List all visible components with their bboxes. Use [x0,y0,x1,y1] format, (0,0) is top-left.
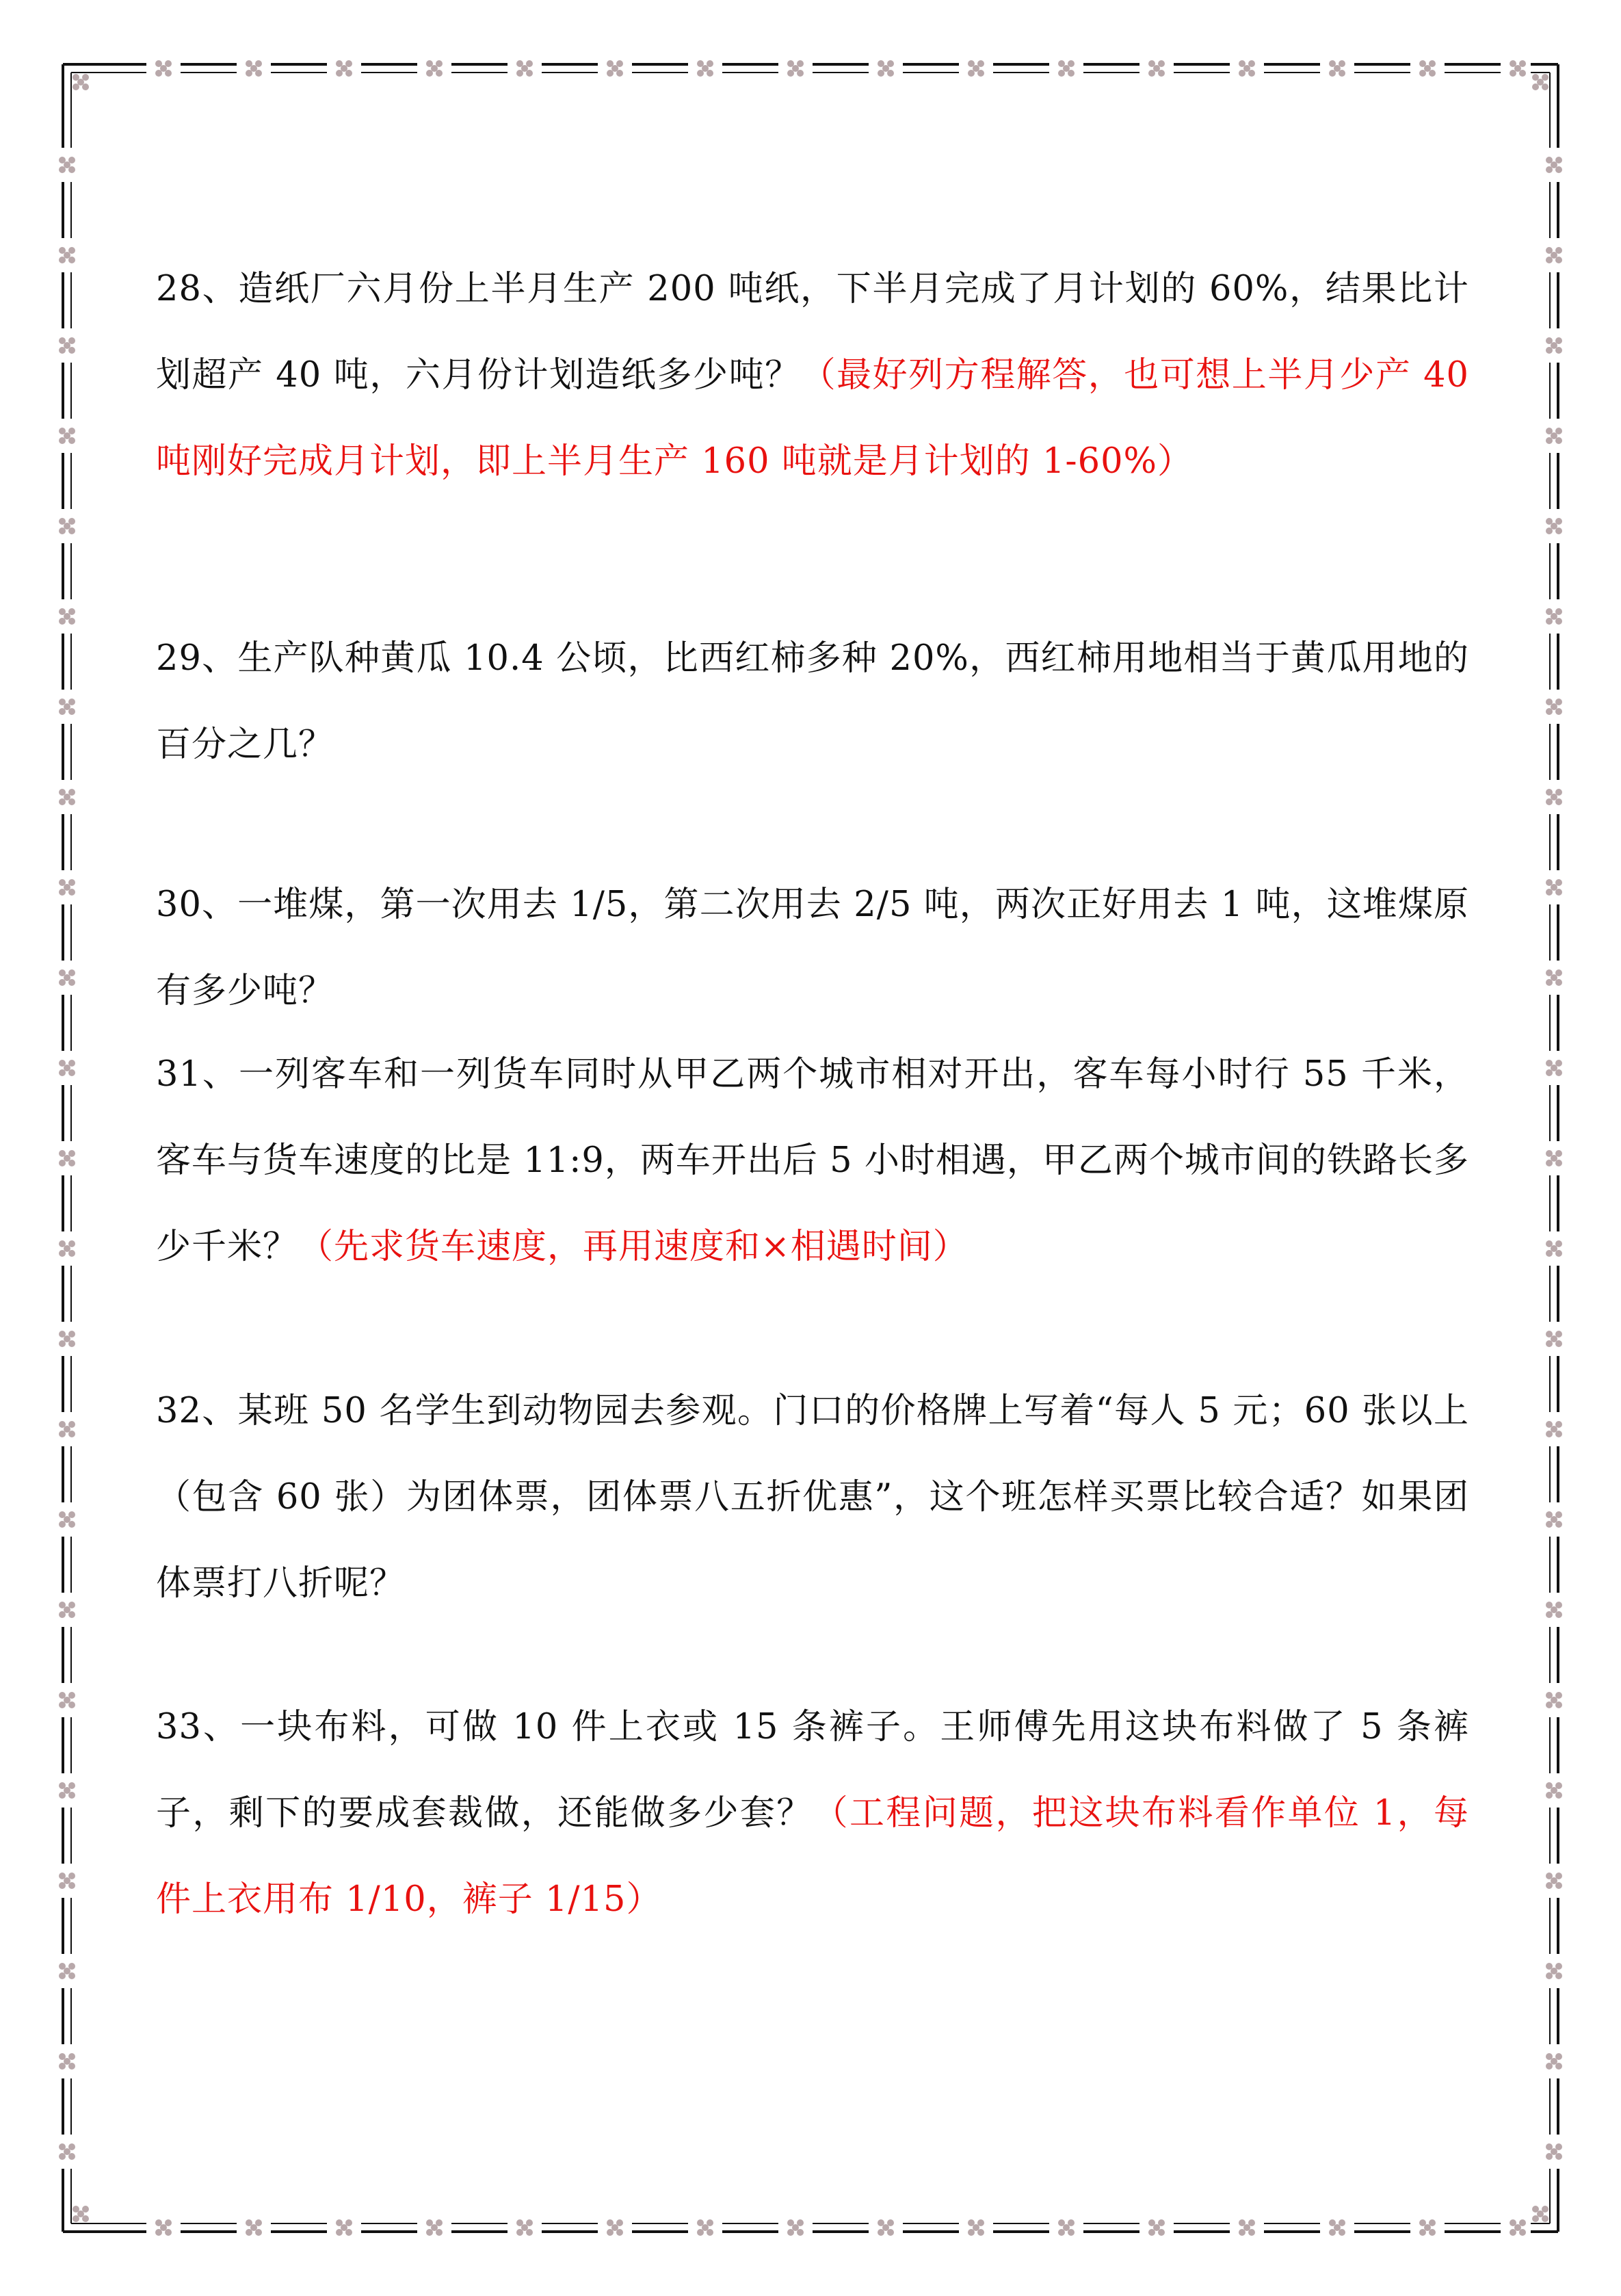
border-dot [160,2224,167,2231]
border-dot [1551,1245,1557,1252]
border-dot [1514,2224,1521,2231]
border-dot [702,65,709,72]
border-dot [792,2224,799,2231]
border-dot [1551,1155,1557,1162]
border-dot [1153,65,1160,72]
border-dot [77,79,84,86]
problem-30-text: 30、一堆煤，第一次用去 1/5，第二次用去 2/5 吨，两次正好用去 1 吨，这堆煤原有多少吨？ [156,885,1469,1011]
border-dot [1153,2224,1160,2231]
border-dot [64,1426,70,1433]
border-dot [1551,794,1557,800]
border-dot [882,2224,889,2231]
border-dot [1243,2224,1250,2231]
problem-33-text: 33、一块布料，可做 10 件上衣或 15 条裤子。王师傅先用这块布料做了 5 条裤子，剩下的要成套裁做，还能做多少套？ [156,1707,1469,1834]
border-dot [64,1065,70,1071]
border-dot [64,1155,70,1162]
border-dot [611,65,618,72]
border-dot [1551,1516,1557,1523]
problem-29-text: 29、生产队种黄瓜 10.4 公顷，比西红柿多种 20%，西红柿用地相当于黄瓜用地的百分之几？ [156,638,1469,765]
border-dot [973,2224,979,2231]
border-dot [1551,432,1557,439]
border-dot [64,613,70,620]
border-dot [64,1606,70,1613]
border-dot [611,2224,618,2231]
border-dot [1424,2224,1431,2231]
border-dot [64,432,70,439]
border-dot [431,65,438,72]
border-dot [1424,65,1431,72]
border-dot [1551,1877,1557,1884]
border-dot [64,703,70,710]
problem-32 [156,1368,1469,1627]
border-dot [1551,974,1557,981]
border-dot [1551,1787,1557,1794]
border-dot [1551,1606,1557,1613]
border-dot [160,65,167,72]
border-dot [1551,161,1557,168]
border-dot [1551,1335,1557,1342]
border-dot [64,794,70,800]
border-dot [1551,2148,1557,2155]
border-dot [1551,1065,1557,1071]
border-dot [64,884,70,891]
problem-32-text: 32、某班 50 名学生到动物园去参观。门口的价格牌上写着“每人 5 元；60 张以上（包含 60 张）为团体票，团体票八五折优惠”，这个班怎样买票比较合适？如果团体票打八折呢？ [156,1391,1469,1604]
border-dot [64,1516,70,1523]
problem-29 [156,616,1469,788]
border-dot [64,523,70,530]
border-dot [702,2224,709,2231]
border-dot [250,65,257,72]
problem-31-hint: （先求货车速度，再用速度和×相遇时间） [298,1227,968,1267]
border-dot [1551,342,1557,349]
border-dot [1551,1968,1557,1974]
border-dot [64,974,70,981]
border-dot [792,65,799,72]
problem-28-hint: （最好列方程解答，也可想上半月少产 40 吨刚好完成月计划，即上半月生产 160 吨就是月计划的 1-60%） [156,355,1469,482]
border-dot [64,342,70,349]
border-dot [1537,2210,1544,2217]
border-dot [1243,65,1250,72]
border-dot [1063,2224,1070,2231]
border-dot [64,161,70,168]
border-dot [1063,65,1070,72]
border-dot [64,1968,70,1974]
border-dot [64,2058,70,2065]
border-dot [64,1877,70,1884]
border-dot [521,65,528,72]
problem-30 [156,862,1469,1034]
problem-33-hint: （工程问题，把这块布料看作单位 1，每件上衣用布 1/10，裤子 1/15） [156,1793,1469,1920]
border-dot [1334,65,1341,72]
border-dot [341,65,347,72]
border-dot [77,2210,84,2217]
problem-28-text: 28、造纸厂六月份上半月生产 200 吨纸，下半月完成了月计划的 60%，结果比计划超产 40 吨，六月份计划造纸多少吨？ [156,269,1469,395]
problem-28 [156,246,1469,505]
border-dot [64,1697,70,1704]
border-dot [1551,2058,1557,2065]
border-dot [1551,703,1557,710]
border-dot [1514,65,1521,72]
border-dot [1551,523,1557,530]
border-dot [1551,252,1557,259]
border-dot [64,252,70,259]
border-dot [1551,884,1557,891]
border-dot [341,2224,347,2231]
border-dot [64,1335,70,1342]
border-dot [1334,2224,1341,2231]
border-dot [64,1787,70,1794]
border-dot [882,65,889,72]
border-dot [64,2148,70,2155]
border-dot [1551,613,1557,620]
border-dot [1551,1426,1557,1433]
border-dot [1537,79,1544,86]
problem-33 [156,1684,1469,1943]
problem-31 [156,1032,1469,1290]
border-dot [250,2224,257,2231]
border-dot [973,65,979,72]
border-dot [521,2224,528,2231]
border-dot [64,1245,70,1252]
border-dot [1551,1697,1557,1704]
border-dot [431,2224,438,2231]
problem-31-text: 31、一列客车和一列货车同时从甲乙两个城市相对开出，客车每小时行 55 千米，客车与货车速度的比是 11:9，两车开出后 5 小时相遇，甲乙两个城市间的铁路长多少千米？ [156,1054,1469,1267]
